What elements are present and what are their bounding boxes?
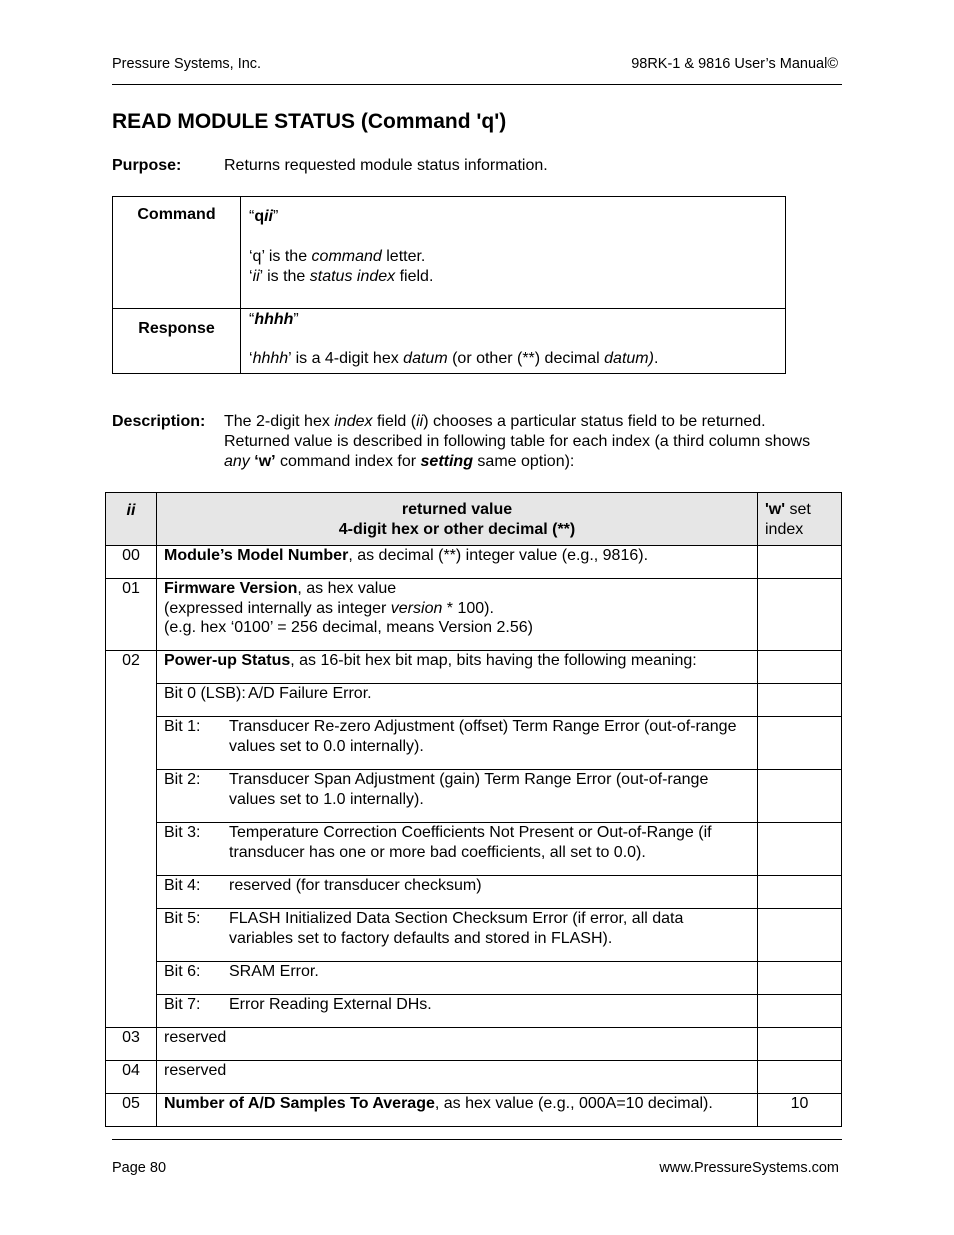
bit-row: Bit 0 (LSB): A/D Failure Error.: [106, 684, 842, 717]
bit-row: Bit 1: Transducer Re-zero Adjustment (offset) Term Range Error (out-of-range values set to 0.0 internally).: [106, 717, 842, 770]
purpose-label: Purpose:: [112, 157, 182, 174]
response-label: Response: [113, 309, 241, 374]
footer-rule: [112, 1139, 842, 1140]
header-rule: [112, 84, 842, 85]
command-syntax: “qii”: [249, 208, 279, 225]
table-row: 03 reserved: [106, 1028, 842, 1061]
header-manual-title: 98RK-1 & 9816 User’s Manual©: [631, 56, 838, 72]
description-label: Description:: [112, 413, 206, 430]
table-row: 04 reserved: [106, 1061, 842, 1094]
col-header-ii: ii: [106, 493, 157, 546]
response-cell: [241, 309, 786, 374]
status-table: [105, 492, 842, 1127]
purpose-text: Returns requested module status information.: [224, 157, 548, 174]
command-row: [113, 197, 786, 309]
table-row: 00 Module’s Model Number, as decimal (**) integer value (e.g., 9816).: [106, 546, 842, 579]
bit-row: Bit 7: Error Reading External DHs.: [106, 995, 842, 1028]
command-label: Command: [113, 197, 241, 309]
page-title: READ MODULE STATUS (Command 'q'): [112, 110, 507, 133]
bit-row: Bit 4: reserved (for transducer checksum): [106, 876, 842, 909]
bit-row: Bit 2: Transducer Span Adjustment (gain) Term Range Error (out-of-range values set to 1.0 internally).: [106, 770, 842, 823]
table-row: 02 Power-up Status, as 16-bit hex bit map, bits having the following meaning:: [106, 651, 842, 684]
bit-row: Bit 6: SRAM Error.: [106, 962, 842, 995]
table-row: 01 Firmware Version, as hex value (expressed internally as integer version * 100). (e.g. hex ‘0100’ = 256 decimal, means Version 2.56): [106, 579, 842, 651]
table-row: 05 Number of A/D Samples To Average, as hex value (e.g., 000A=10 decimal). 10: [106, 1094, 842, 1127]
footer-page-number: Page 80: [112, 1160, 167, 1176]
response-syntax: “hhhh”: [249, 311, 299, 328]
header-company: Pressure Systems, Inc.: [112, 56, 262, 72]
bit-row: Bit 3: Temperature Correction Coefficients Not Present or Out-of-Range (if transducer has one or more bad coefficients, all set to 0.0).: [106, 823, 842, 876]
command-table: [112, 196, 786, 374]
command-ii-line: ‘ii’ is the status index field.: [249, 268, 434, 285]
col-header-value: returned value 4-digit hex or other decimal (**): [157, 493, 758, 546]
footer-website-link[interactable]: www.PressureSystems.com: [659, 1160, 839, 1176]
response-hhhh-line: ‘hhhh’ is a 4-digit hex datum (or other (**) decimal datum).: [249, 350, 659, 367]
command-q-line: ‘q’ is the command letter.: [249, 248, 426, 265]
col-header-w-index: 'w' set index: [758, 493, 842, 546]
response-row: [113, 309, 786, 374]
bit-row: Bit 5: FLASH Initialized Data Section Checksum Error (if error, all data variables set to factory defaults and stored in FLASH).: [106, 909, 842, 962]
description-text: The 2-digit hex index field (ii) chooses a particular status field to be returned. Returned value is described in following table for each index (a third column shows any ‘w’ command index for setting same option):: [224, 413, 811, 470]
status-table-header: [106, 493, 842, 546]
command-cell: [241, 197, 786, 309]
